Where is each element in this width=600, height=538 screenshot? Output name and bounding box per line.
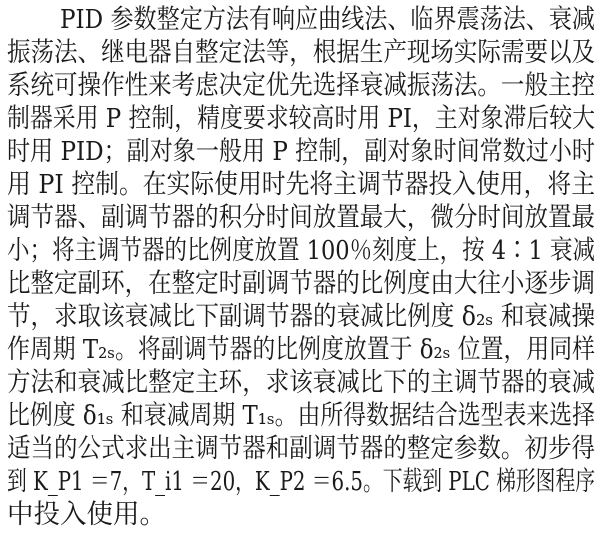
paragraph-line: 中投入使用。 <box>7 499 166 530</box>
paragraph-line: 比例度 δ₁ₛ 和衰减周期 T₁ₛ。由所得数据结合选型表来选择 <box>7 400 595 431</box>
paragraph-line: 作周期 T₂ₛ。将副调节器的比例度放置于 δ₂ₛ 位置，用同样 <box>7 334 595 365</box>
paragraph-line: 小；将主调节器的比例度放置 100％刻度上，按 4∶1 衰减 <box>7 235 595 266</box>
paragraph-line: 到 K_P1 ＝7，T_i1 ＝20，K_P2 ＝6.5。下载到 PLC 梯形图程序 <box>7 466 595 497</box>
paragraph-line: 时用 PID；副对象一般用 P 控制，副对象时间常数过小时 <box>7 136 595 167</box>
paragraph-line: 比整定副环，在整定时副调节器的比例度由大往小逐步调 <box>7 268 595 299</box>
paragraph-line: 系统可操作性来考虑决定优先选择衰减振荡法。一般主控 <box>7 70 595 101</box>
paragraph-line: 振荡法、继电器自整定法等，根据生产现场实际需要以及 <box>7 37 595 68</box>
paragraph-line: 方法和衰减比整定主环，求该衰减比下的主调节器的衰减 <box>7 367 595 398</box>
paragraph-line: 用 PI 控制。在实际使用时先将主调节器投入使用，将主 <box>7 169 595 200</box>
paragraph-line: 调节器、副调节器的积分时间放置最大，微分时间放置最 <box>7 202 595 233</box>
paragraph-line: 制器采用 P 控制，精度要求较高时用 PI，主对象滞后较大 <box>7 103 595 134</box>
paragraph-line: 适当的公式求出主调节器和副调节器的整定参数。初步得 <box>7 433 595 464</box>
paragraph-line: PID 参数整定方法有响应曲线法、临界震荡法、衰减 <box>60 4 595 35</box>
paragraph-line: 节，求取该衰减比下副调节器的衰减比例度 δ₂ₛ 和衰减操 <box>7 301 595 332</box>
